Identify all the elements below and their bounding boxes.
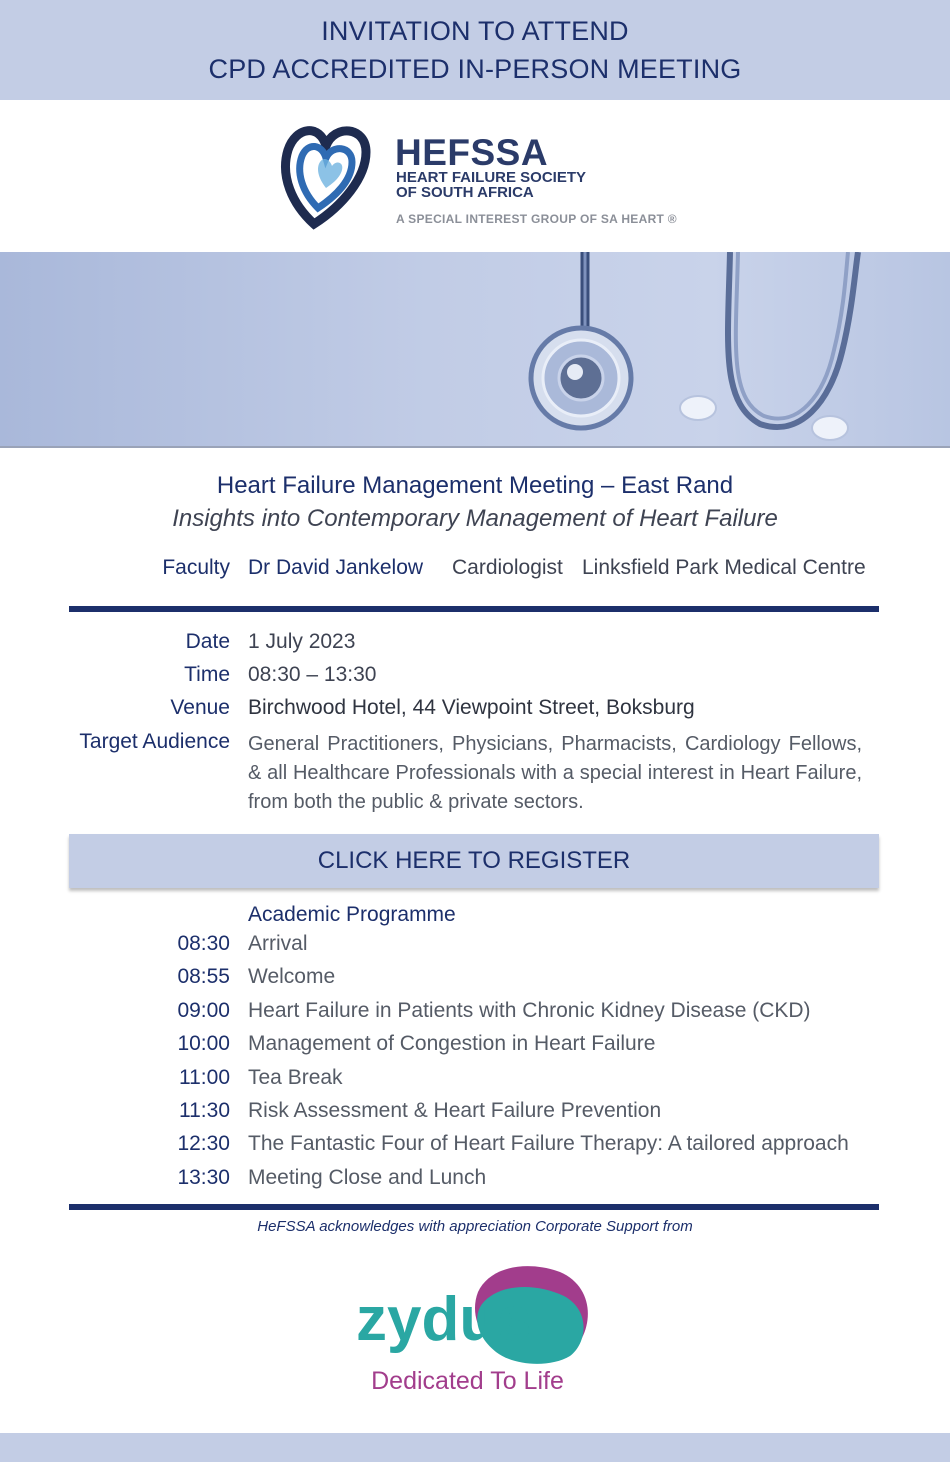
programme-item bbox=[0, 1132, 950, 1165]
programme-time: 10:00 bbox=[177, 1032, 230, 1056]
logo-full-name-1: HEART FAILURE SOCIETY bbox=[396, 169, 587, 186]
programme-session: The Fantastic Four of Heart Failure Therapy: A tailored approach bbox=[248, 1132, 849, 1156]
programme-item bbox=[0, 1032, 950, 1065]
time-value: 08:30 – 13:30 bbox=[248, 663, 377, 686]
programme-item bbox=[0, 932, 950, 965]
programme-time: 09:00 bbox=[177, 998, 230, 1022]
banner-line-2: CPD ACCREDITED IN-PERSON MEETING bbox=[208, 54, 742, 84]
programme-time: 08:55 bbox=[177, 965, 230, 989]
programme-title: Academic Programme bbox=[248, 903, 456, 926]
programme-item bbox=[0, 999, 950, 1032]
heart-logo-icon bbox=[274, 116, 384, 236]
faculty-affiliation: Linksfield Park Medical Centre bbox=[582, 556, 866, 579]
programme-session: Welcome bbox=[248, 965, 336, 989]
top-banner bbox=[0, 0, 950, 100]
programme-time: 11:00 bbox=[179, 1065, 230, 1089]
faculty-name: Dr David Jankelow bbox=[248, 556, 424, 579]
audience-value: General Practitioners, Physicians, Pharmacists, Cardiology Fellows, & all Healthcare Professionals with a special interest in Heart Failure, from both the public & private sectors. bbox=[248, 733, 862, 813]
logo-name: HEFSSA bbox=[395, 132, 549, 173]
programme-time: 08:30 bbox=[177, 932, 230, 955]
stethoscope-hero-image bbox=[0, 252, 950, 448]
zydus-wordmark: zydus bbox=[356, 1285, 532, 1354]
register-button[interactable]: CLICK HERE TO REGISTER bbox=[69, 834, 879, 888]
banner-line-1: INVITATION TO ATTEND bbox=[321, 16, 629, 46]
venue-value: Birchwood Hotel, 44 Viewpoint Street, Boksburg bbox=[248, 696, 695, 719]
venue-label: Venue bbox=[170, 696, 230, 719]
faculty-role: Cardiologist bbox=[452, 556, 563, 579]
programme-time: 13:30 bbox=[177, 1165, 230, 1189]
logo-tagline: A SPECIAL INTEREST GROUP OF SA HEART ® bbox=[396, 212, 677, 226]
programme-item bbox=[0, 1166, 950, 1199]
stethoscope-icon bbox=[0, 252, 950, 446]
programme-session: Arrival bbox=[248, 932, 308, 955]
programme-session: Heart Failure in Patients with Chronic Kidney Disease (CKD) bbox=[248, 998, 811, 1022]
programme-item bbox=[0, 1099, 950, 1132]
zydus-tagline: Dedicated To Life bbox=[371, 1367, 564, 1395]
hefssa-logo bbox=[270, 112, 680, 238]
programme-session: Management of Congestion in Heart Failure bbox=[248, 1032, 656, 1056]
date-label: Date bbox=[185, 630, 230, 653]
meeting-subtitle: Insights into Contemporary Management of Heart Failure bbox=[172, 505, 778, 532]
faculty-label: Faculty bbox=[162, 556, 230, 579]
programme-time: 11:30 bbox=[179, 1099, 230, 1122]
divider-bottom bbox=[69, 1204, 879, 1210]
programme-session: Meeting Close and Lunch bbox=[248, 1165, 487, 1189]
audience-label: Target Audience bbox=[79, 730, 230, 753]
date-value: 1 July 2023 bbox=[248, 630, 356, 653]
programme-session: Risk Assessment & Heart Failure Prevention bbox=[248, 1099, 662, 1122]
logo-full-name bbox=[396, 170, 586, 200]
programme-time: 12:30 bbox=[177, 1132, 230, 1156]
logo-full-name-2: OF SOUTH AFRICA bbox=[396, 184, 534, 201]
programme-session: Tea Break bbox=[248, 1065, 343, 1089]
zydus-logo-mark-icon bbox=[350, 1262, 600, 1367]
sponsor-acknowledgement: HeFSSA acknowledges with appreciation Corporate Support from bbox=[257, 1218, 693, 1235]
divider-top bbox=[69, 606, 879, 612]
programme-item bbox=[0, 1066, 950, 1099]
bottom-banner bbox=[0, 1433, 950, 1462]
meeting-title: Heart Failure Management Meeting – East Rand bbox=[216, 472, 734, 499]
programme-item bbox=[0, 965, 950, 998]
time-label: Time bbox=[184, 663, 230, 686]
